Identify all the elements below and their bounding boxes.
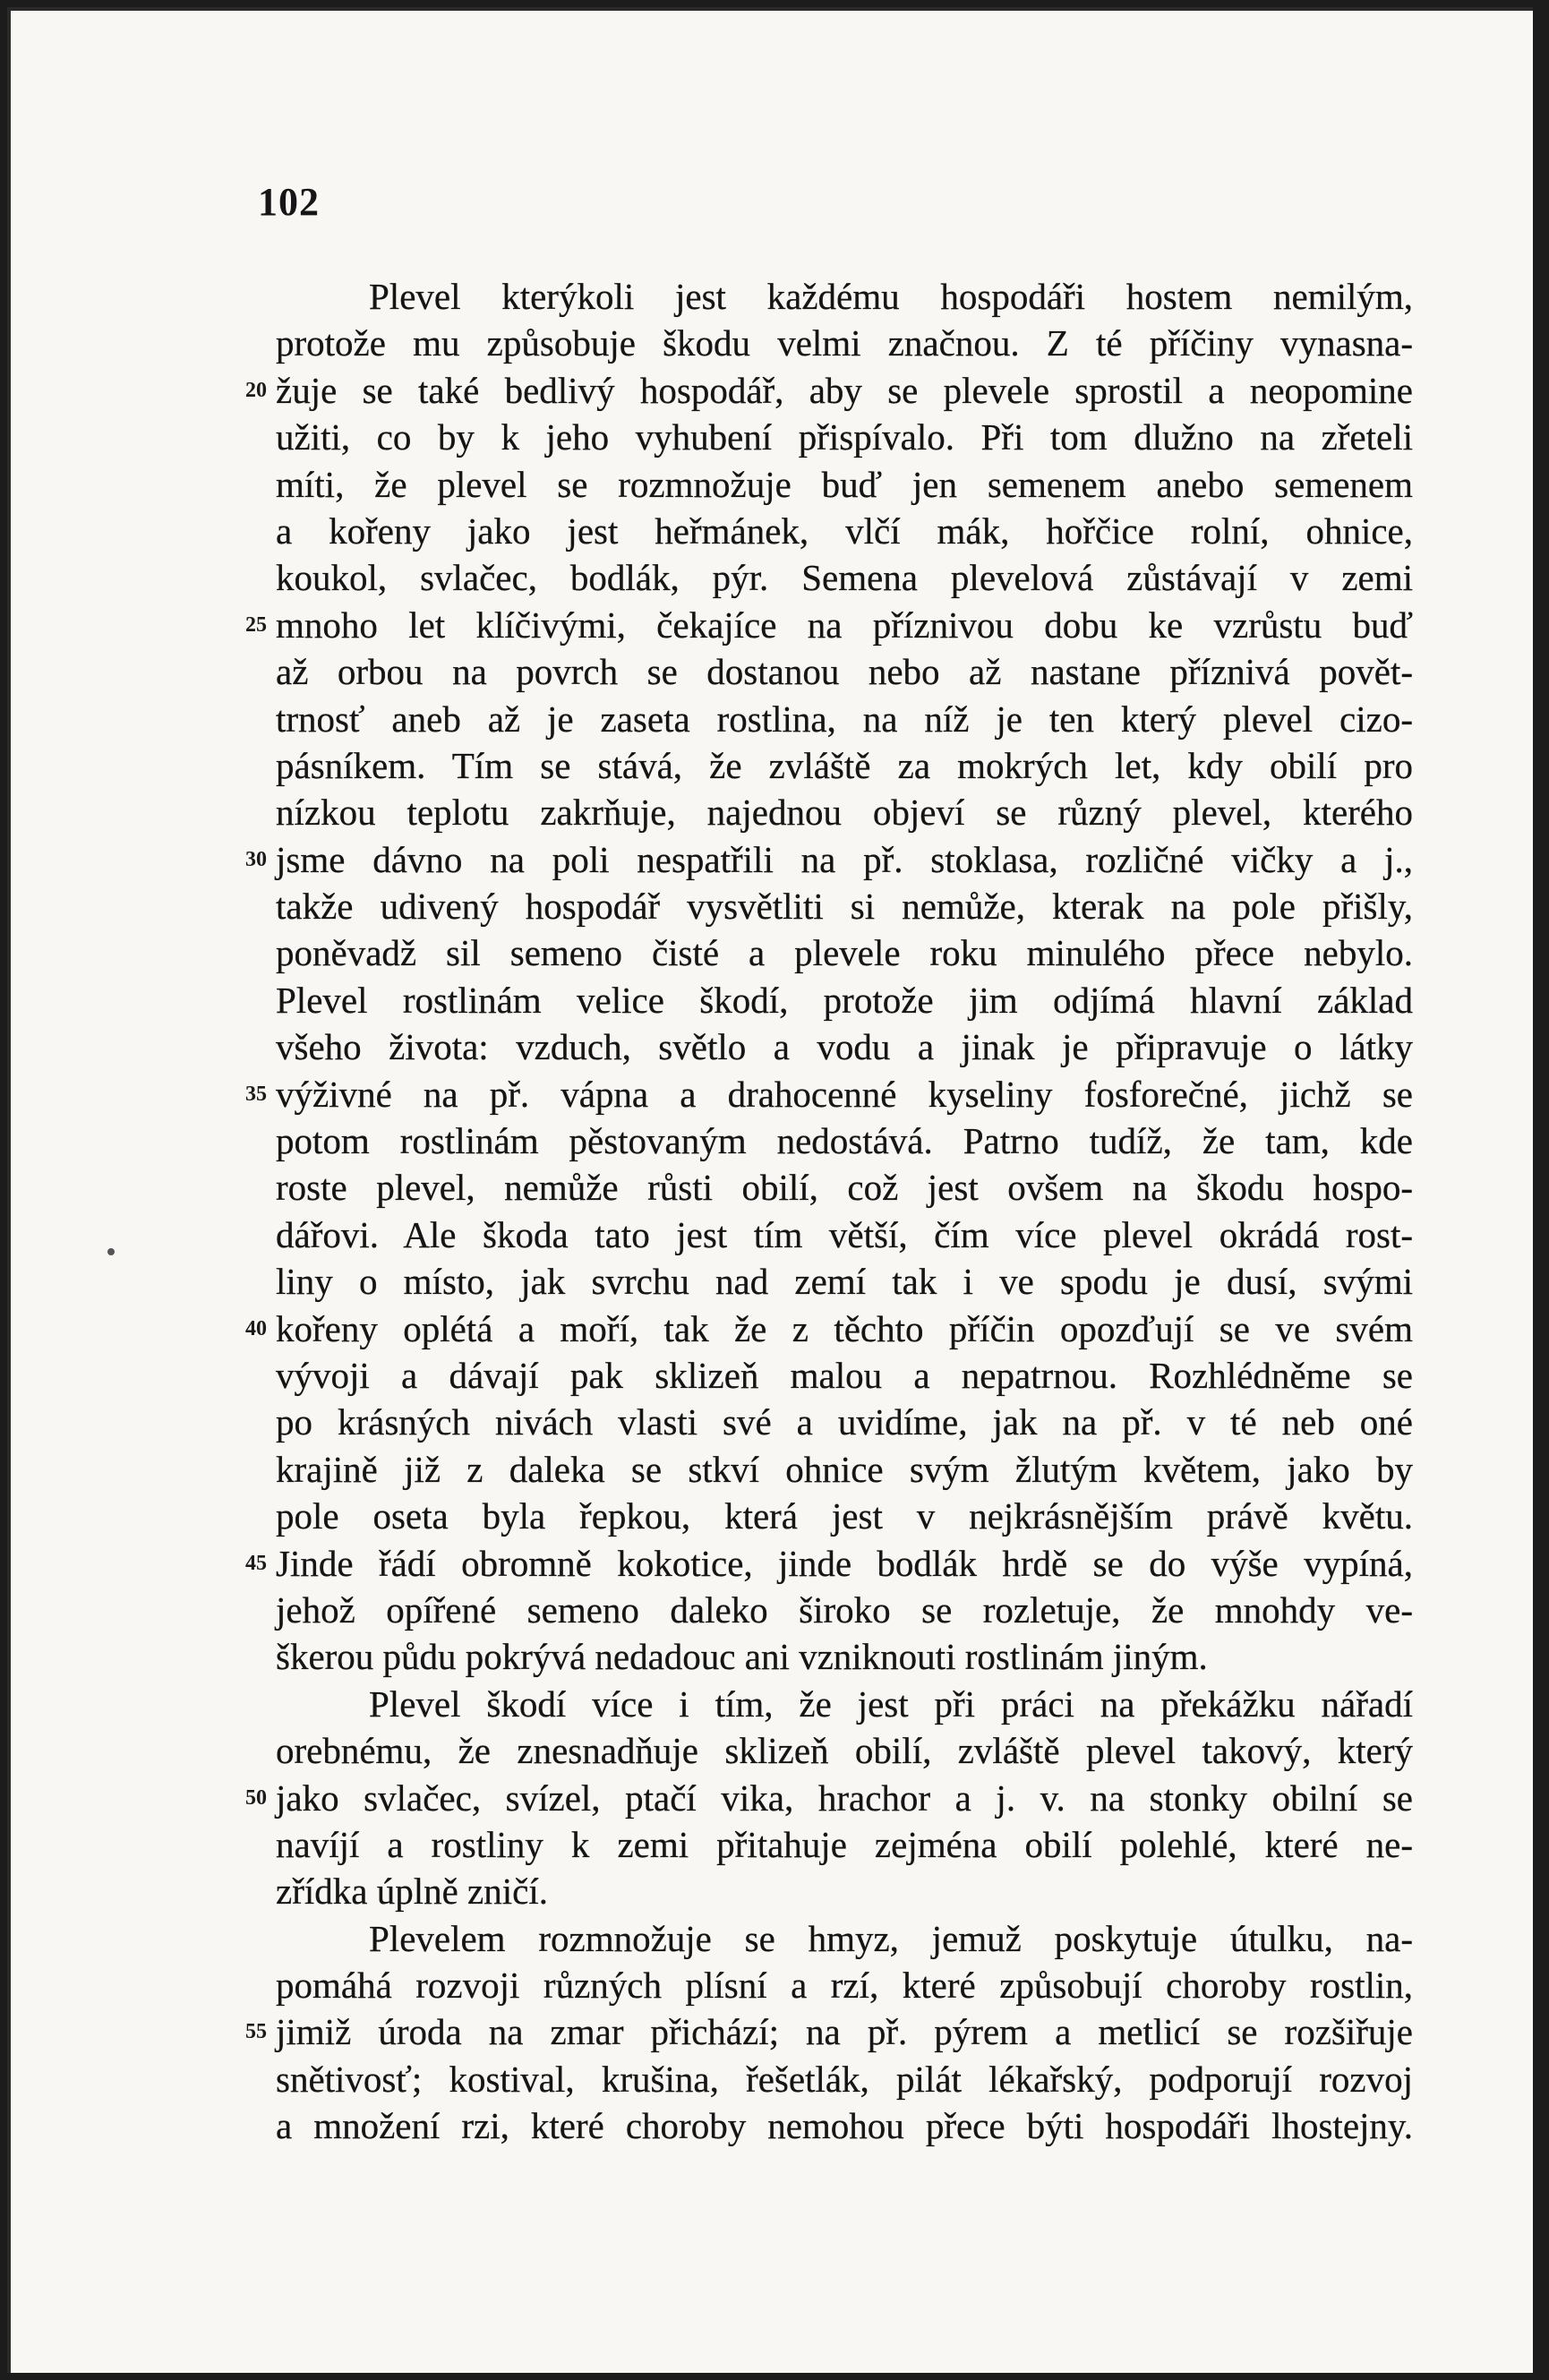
text-line [11,647,1533,694]
line-text: jsme dávno na poli nespatřili na př. stoklasa, rozličné vičky a j., [276,838,1413,880]
line-text: protože mu způsobuje škodu velmi značnou. Z té příčiny vynasna- [276,322,1413,364]
body-text [11,272,1533,2149]
line-text: vývoji a dávají pak sklizeň malou a nepatrnou. Rozhlédněme se [276,1354,1413,1396]
text-line [11,1445,1533,1492]
line-text: Jinde řádí obromně kokotice, jinde bodlák hrdě se do výše vypíná, [276,1542,1413,1584]
text-line [11,1586,1533,1632]
text-line [11,1492,1533,1538]
text-line [11,319,1533,365]
line-number: 40 [245,1316,267,1340]
text-line [11,976,1533,1023]
text-line [11,413,1533,459]
text-line [11,460,1533,507]
text-line [11,366,1533,413]
text-line [11,601,1533,647]
line-text: po krásných nivách vlasti své a uvidíme, jak na př. v té neb oné [276,1401,1413,1443]
line-text: roste plevel, nemůže růsti obilí, což jest ovšem na škodu hospo- [276,1167,1413,1209]
text-line [11,553,1533,600]
line-text: kořeny oplétá a moří, tak že z těchto příčin opozďují se ve svém [276,1307,1413,1349]
text-line [11,1867,1533,1913]
line-text: koukol, svlačec, bodlák, pýr. Semena plevelová zůstávají v zemi [276,557,1413,599]
line-text: užiti, co by k jeho vyhubení přispívalo. Při tom dlužno na zřeteli [276,416,1413,458]
text-line [11,272,1533,319]
line-number: 55 [245,2020,267,2044]
text-line [11,1257,1533,1304]
text-line [11,1163,1533,1210]
text-line [11,695,1533,741]
line-text: Plevelem rozmnožuje se hmyz, jemuž poskytuje útulku, na- [369,1917,1413,1959]
text-line [11,1680,1533,1726]
line-text: orebnému, že znesnadňuje sklizeň obilí, zvláště plevel takový, který [276,1730,1413,1772]
line-text: jimiž úroda na zmar přichází; na př. pýrem a metlicí se rozšiřuje [276,2011,1413,2053]
text-line [11,1961,1533,2008]
line-text: trnosť aneb až je zaseta rostlina, na níž je ten který plevel cizo- [276,698,1413,740]
text-line [11,2008,1533,2054]
text-line [11,507,1533,553]
line-number: 35 [245,1082,267,1106]
line-text: škerou půdu pokrývá nedadouc ani vzniknouti rostlinám jiným. [276,1636,1208,1678]
text-line [11,1539,1533,1586]
text-line [11,1070,1533,1117]
line-text: a množení rzi, které choroby nemohou přece býti hospodáři lhostejny. [276,2105,1413,2147]
text-line [11,1914,1533,1961]
line-text: Plevel rostlinám velice škodí, protože jim odjímá hlavní základ [276,979,1413,1021]
line-text: nízkou teplotu zakrňuje, najednou objeví se různý plevel, kterého [276,792,1413,834]
line-text: poněvadž sil semeno čisté a plevele roku minulého přece nebylo. [276,932,1413,974]
line-text: všeho života: vzduch, světlo a vodu a jinak je připravuje o látky [276,1026,1413,1068]
text-line [11,1820,1533,1867]
line-text: mnoho let klíčivými, čekajíce na příznivou dobu ke vzrůstu buď [276,604,1413,646]
line-text: jako svlačec, svízel, ptačí vika, hrachor a j. v. na stonky obilní se [276,1776,1413,1819]
page-number: 102 [258,180,320,224]
line-text: jehož opířené semeno daleko široko se rozletuje, že mnohdy ve- [276,1588,1413,1631]
line-number: 25 [245,612,267,637]
line-text: výživné na př. vápna a drahocenné kyseliny fosforečné, jichž se [276,1073,1413,1115]
line-text: pomáhá rozvoji různých plísní a rzí, které způsobují choroby rostlin, [276,1965,1413,2007]
text-line [11,1398,1533,1444]
line-number: 50 [245,1785,267,1810]
text-line [11,788,1533,835]
line-text: a kořeny jako jest heřmánek, vlčí mák, hořčice rolní, ohnice, [276,509,1413,552]
line-text: pásníkem. Tím se stává, že zvláště za mokrých let, kdy obilí pro [276,744,1413,786]
line-text: míti, že plevel se rozmnožuje buď jen semenem anebo semenem [276,463,1413,505]
line-number: 30 [245,847,267,871]
line-text: až orbou na povrch se dostanou nebo až nastane příznivá povět- [276,651,1413,693]
line-text: dářovi. Ale škoda tato jest tím větší, čím více plevel okrádá rost- [276,1213,1413,1255]
text-line [11,1305,1533,1351]
line-text: žuje se také bedlivý hospodář, aby se plevele sprostil a neopomine [276,369,1413,411]
text-line [11,1117,1533,1163]
text-line [11,1023,1533,1069]
line-text: zřídka úplně zničí. [276,1871,548,1913]
text-line [11,882,1533,929]
line-number: 20 [245,378,267,402]
text-line [11,1351,1533,1398]
line-text: Plevel kterýkoli jest každému hospodáři hostem nemilým, [369,276,1413,317]
line-text: liny o místo, jak svrchu nad zemí tak i ve spodu je dusí, svými [276,1261,1413,1303]
text-line [11,1774,1533,1820]
line-text: snětivosť; kostival, krušina, řešetlák, pilát lékařský, podporují rozvoj [276,2058,1413,2100]
line-text: potom rostlinám pěstovaným nedostává. Patrno tudíž, že tam, kde [276,1120,1413,1162]
text-line [11,835,1533,882]
line-text: navíjí a rostliny k zemi přitahuje zejména obilí polehlé, které ne- [276,1823,1413,1865]
line-text: Plevel škodí více i tím, že jest při práci na překážku nářadí [369,1682,1413,1725]
line-text: takže udivený hospodář vysvětliti si nemůže, kterak na pole přišly, [276,886,1413,928]
line-text: krajině již z daleka se stkví ohnice svým žlutým květem, jako by [276,1448,1413,1490]
text-line [11,741,1533,788]
text-line [11,929,1533,975]
text-line [11,1726,1533,1773]
book-page [7,7,1533,2373]
text-line [11,1632,1533,1679]
text-line [11,1211,1533,1257]
line-text: pole oseta byla řepkou, která jest v nejkrásnějším právě květu. [276,1495,1413,1537]
text-line [11,2102,1533,2148]
line-number: 45 [245,1551,267,1575]
text-line [11,2055,1533,2102]
